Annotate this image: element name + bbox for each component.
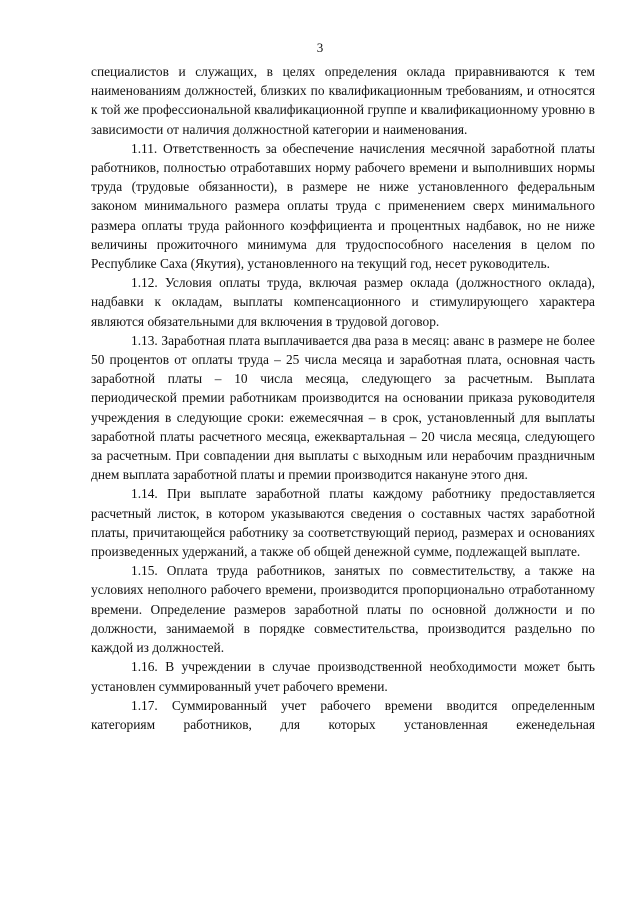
paragraph-1-14: 1.14. При выплате заработной платы каждому работнику предоставляется расчетный листок, в котором указываются сведения о составных частях заработной платы, причитающейся работнику за соответствующий период, размерах и основаниях произведенных удержаний, а также об общей денежной сумме, подлежащей выплате. — [91, 486, 595, 560]
page-number: 3 — [316, 40, 324, 55]
paragraph-continuation: специалистов и служащих, в целях определения оклада приравниваются к тем наименованиям должностей, близких по квалификационным требованиям, и относятся к той же профессиональной квалификационной группе и квалификационному уровню в зависимости от наличия должностной категории и наименования. — [91, 64, 595, 137]
paragraph-1-11: 1.11. Ответственность за обеспечение начисления месячной заработной платы работников, полностью отработавших норму рабочего времени и выполнивших нормы труда (трудовые обязанности), в размере не ниже установленного федеральным законом минимального размера оплаты труда с применением сверх минимального размера оплаты труда районного коэффициента и процентных надбавок, но не ниже величины прожиточного минимума для трудоспособного населения в целом по Республике Саха (Якутия), установленного на текущий год, несет руководитель. — [91, 140, 595, 272]
paragraph-1-16: 1.16. В учреждении в случае производственной необходимости может быть установлен суммированный учет рабочего времени. — [91, 659, 595, 694]
paragraph-1-15: 1.15. Оплата труда работников, занятых по совместительству, а также на условиях неполного рабочего времени, производится пропорционально отработанному времени. Определение размеров заработной платы по основной должности и по должности, занимаемой в порядке совместительства, производится раздельно по каждой из должностей. — [91, 563, 595, 656]
paragraph-1-13: 1.13. Заработная плата выплачивается два раза в месяц: аванс в размере не более 50 процентов от оплаты труда – 25 числа месяца и заработная плата, основная часть заработной платы – 10 числа месяца, следующего за расчетным. Выплата периодической премии работникам производится на основании приказа руководителя учреждения в следующие сроки: ежемесячная – в срок, установленный для выплаты заработной платы расчетного месяца, ежеквартальная – 20 числа месяца, следующего за расчетным. При совпадении дня выплаты с выходным или нерабочим праздничным днем выплата заработной платы и премии производится накануне этого дня. — [91, 332, 595, 483]
paragraph-1-17: 1.17. Суммированный учет рабочего времени вводится определенным категориям работников, для которых установленная еженедельная — [91, 697, 595, 732]
paragraph-1-12: 1.12. Условия оплаты труда, включая размер оклада (должностного оклада), надбавки к окладам, выплаты компенсационного и стимулирующего характера являются обязательными для включения в трудовой договор. — [91, 275, 595, 329]
document-body — [91, 62, 595, 734]
